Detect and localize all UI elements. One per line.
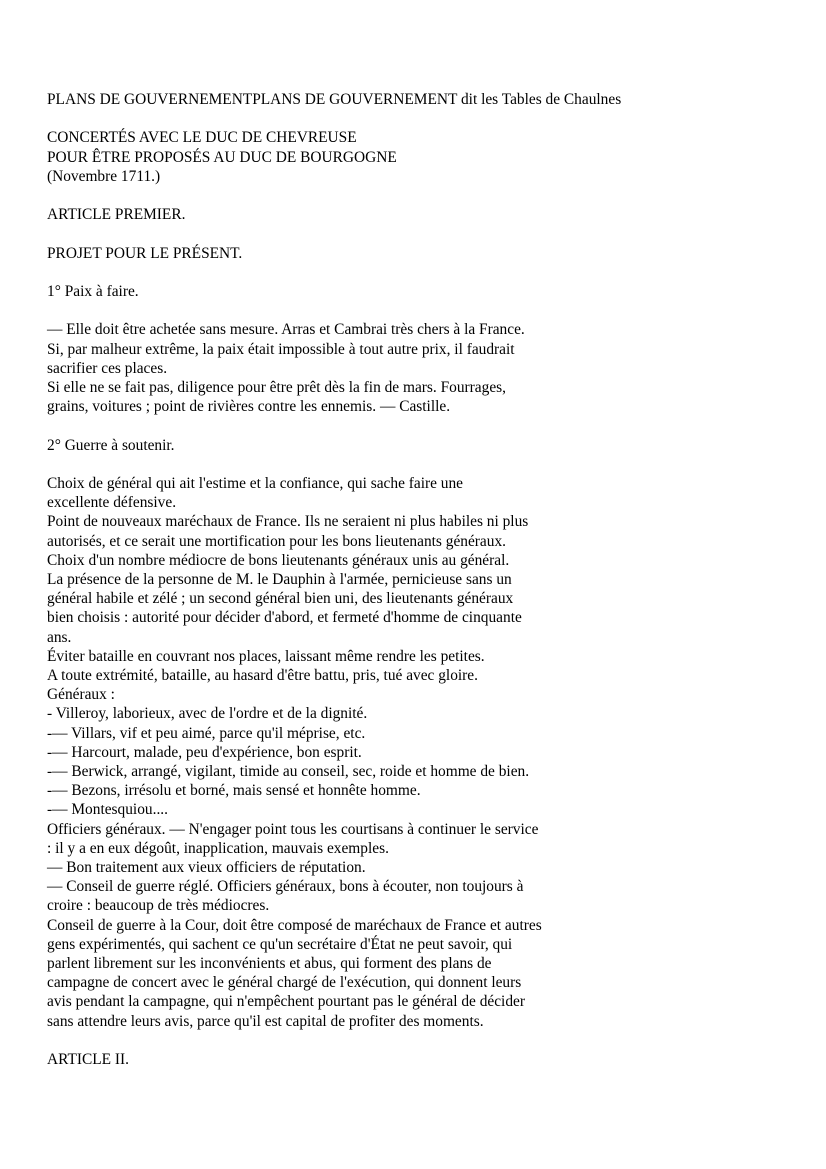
body-line: Conseil de guerre à la Cour, doit être composé de maréchaux de France et autres <box>47 916 542 934</box>
body-line: bien choisis : autorité pour décider d'abord, et fermeté d'homme de cinquante <box>47 609 522 627</box>
body-line: - Villeroy, laborieux, avec de l'ordre et de la dignité. <box>47 705 368 723</box>
header-text: PLANS DE GOUVERNEMENTPLANS DE GOUVERNEMENT dit les Tables de Chaulnes <box>47 91 622 108</box>
project-heading <box>47 244 787 263</box>
body-line: -— Bezons, irrésolu et borné, mais sensé et honnête homme. <box>47 782 421 800</box>
body-line: gens expérimentés, qui sachent ce qu'un secrétaire d'État ne peut savoir, qui <box>47 935 513 953</box>
body-line: Choix de général qui ait l'estime et la confiance, qui sache faire une <box>47 474 464 492</box>
body-line: parlent librement sur les inconvénients et abus, qui forment des plans de <box>47 955 492 973</box>
section-2-heading-text: 2° Guerre à soutenir. <box>47 436 175 454</box>
body-line: Point de nouveaux maréchaux de France. Ils ne seraient ni plus habiles ni plus <box>47 513 529 531</box>
body-line: -— Harcourt, malade, peu d'expérience, bon esprit. <box>47 743 362 761</box>
article-1-heading-text: ARTICLE PREMIER. <box>47 206 186 224</box>
body-line: ans. <box>47 628 72 646</box>
body-line: Officiers généraux. — N'engager point tous les courtisans à continuer le service <box>47 820 539 838</box>
body-line: autorisés, et ce serait une mortification pour les bons lieutenants généraux. <box>47 532 507 550</box>
header-line <box>47 90 787 109</box>
body-line: Si, par malheur extrême, la paix était impossible à tout autre prix, il faudrait <box>47 340 515 358</box>
body-line: général habile et zélé ; un second général bien uni, des lieutenants généraux <box>47 590 514 608</box>
body-line: -— Villars, vif et peu aimé, parce qu'il méprise, etc. <box>47 724 366 742</box>
body-line: -— Montesquiou.... <box>47 801 168 819</box>
body-line: — Bon traitement aux vieux officiers de réputation. <box>47 859 366 877</box>
section-2-heading <box>47 436 787 455</box>
body-line: avis pendant la campagne, qui n'empêchent pourtant pas le général de décider <box>47 993 525 1011</box>
article-2-heading <box>47 1050 787 1069</box>
section-1-heading-text: 1° Paix à faire. <box>47 282 139 300</box>
body-line: campagne de concert avec le général chargé de l'exécution, qui donnent leurs <box>47 974 522 992</box>
body-line: sacrifier ces places. <box>47 359 168 377</box>
body-line: — Elle doit être achetée sans mesure. Arras et Cambrai très chers à la France. <box>47 321 525 339</box>
section-2-body <box>47 474 787 1031</box>
body-line: A toute extrémité, bataille, au hasard d'être battu, pris, tué avec gloire. <box>47 666 478 684</box>
body-line: La présence de la personne de M. le Dauphin à l'armée, pernicieuse sans un <box>47 570 512 588</box>
body-line: — Conseil de guerre réglé. Officiers généraux, bons à écouter, non toujours à <box>47 878 524 896</box>
body-line: Éviter bataille en couvrant nos places, laissant même rendre les petites. <box>47 647 485 665</box>
article-2-heading-text: ARTICLE II. <box>47 1051 129 1069</box>
section-1-heading <box>47 282 787 301</box>
body-line: -— Berwick, arrangé, vigilant, timide au conseil, sec, roide et homme de bien. <box>47 763 530 780</box>
article-1-heading <box>47 205 787 224</box>
body-line: Choix d'un nombre médiocre de bons lieutenants généraux unis au général. <box>47 551 510 569</box>
body-line: excellente défensive. <box>47 494 177 512</box>
subtitle-line: POUR ÊTRE PROPOSÉS AU DUC DE BOURGOGNE <box>47 148 397 166</box>
body-line: Si elle ne se fait pas, diligence pour être prêt dès la fin de mars. Fourrages, <box>47 378 506 396</box>
body-line: sans attendre leurs avis, parce qu'il est capital de profiter des moments. <box>47 1012 484 1030</box>
body-line: croire : beaucoup de très médiocres. <box>47 897 270 915</box>
subtitle-line: (Novembre 1711.) <box>47 167 161 185</box>
project-heading-text: PROJET POUR LE PRÉSENT. <box>47 244 243 262</box>
section-1-body <box>47 320 787 416</box>
body-line: Généraux : <box>47 686 115 704</box>
body-line: : il y a en eux dégoût, inapplication, mauvais exemples. <box>47 839 389 857</box>
document-page <box>47 90 787 1088</box>
subtitle-line: CONCERTÉS AVEC LE DUC DE CHEVREUSE <box>47 129 357 147</box>
subtitle-block <box>47 128 787 186</box>
body-line: grains, voitures ; point de rivières contre les ennemis. — Castille. <box>47 398 451 416</box>
